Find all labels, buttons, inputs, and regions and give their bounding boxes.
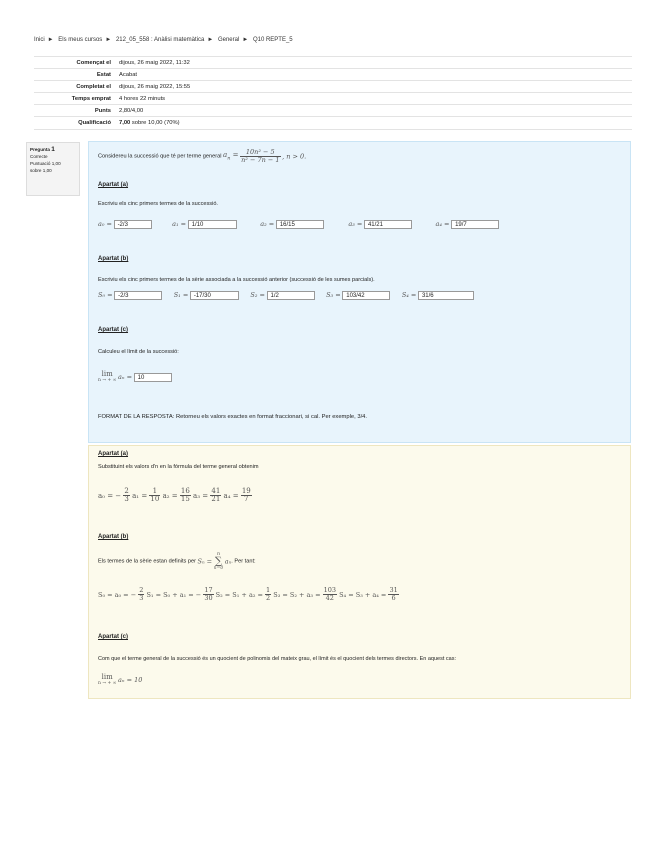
breadcrumb-sep-icon: ► [207, 37, 214, 43]
summary-value [115, 117, 632, 129]
grade-rest: sobre 10,00 (70%) [130, 120, 180, 127]
summary-label: Començat el [34, 57, 115, 69]
summary-label: Temps emprat [34, 93, 115, 105]
general-feedback [88, 445, 631, 699]
label-s4: S₄ = [401, 291, 417, 299]
eq-s3: S₃ = S₂ + a₃ = $\frac{103}{42}$ [273, 586, 337, 602]
formula-condition: , n > 0. [282, 152, 307, 161]
part-b-text: Escriviu els cinc primers termes de la sèrie associada a la successió anterior (successió de les sumes parcials). [98, 277, 375, 283]
feedback-b-title: Apartat (b) [98, 534, 129, 540]
label-s1: S₁ = [173, 291, 189, 299]
summary-row-state [34, 69, 632, 81]
input-a2[interactable]: 16/15 [276, 220, 324, 229]
limit-expression: aₙ = [118, 373, 133, 381]
sum-lhs: Sₙ = [197, 557, 213, 566]
breadcrumb-sep-icon: ► [47, 37, 54, 43]
eq-s4: S₄ = S₃ + a₄ = $\frac{31}{6}$ [339, 586, 398, 602]
breadcrumb-sep-icon: ► [105, 37, 112, 43]
sum-term: aₙ [224, 557, 232, 566]
part-c-text: Calculeu el límit de la successió: [98, 349, 179, 355]
input-limit[interactable]: 10 [134, 373, 172, 382]
part-a-title: Apartat (a) [98, 182, 129, 188]
breadcrumb-my-courses[interactable]: Els meus cursos [58, 37, 103, 43]
eq-a3: a₃ = $\frac{41}{21}$ [193, 487, 221, 503]
feedback-limit-symbol: lim n → + ∞ [98, 673, 117, 686]
limit-symbol: lim n → + ∞ [98, 370, 117, 383]
sum-symbol: n ∑ n=0 [213, 551, 224, 571]
question-info [26, 142, 80, 196]
summary-row-completed [34, 81, 632, 93]
breadcrumb-section[interactable]: General [217, 37, 240, 43]
format-note: FORMAT DE LA RESPOSTA: Retorneu els valors exactes en format fraccionari, si cal. Per exemple, 3/4. [98, 414, 368, 420]
eq-a1: a₁ = $\frac{1}{10}$ [132, 487, 160, 503]
question-number: 1 [51, 146, 55, 153]
input-a1[interactable]: 1/10 [188, 220, 237, 229]
summary-row-marks [34, 105, 632, 117]
question-state: Correcte [30, 154, 48, 159]
label-s3: S₃ = [326, 291, 341, 299]
part-b-row [98, 291, 474, 300]
summary-row-time [34, 93, 632, 105]
part-c-title: Apartat (c) [98, 327, 129, 333]
attempt-summary-table [34, 56, 632, 130]
part-c-row [98, 371, 172, 383]
input-s1[interactable]: -17/30 [190, 291, 239, 300]
feedback-a-equation [98, 488, 252, 503]
summary-value: 4 hores 22 minuts [115, 93, 632, 105]
eq-s2: S₂ = S₁ + a₂ = $\frac{1}{2}$ [215, 586, 271, 602]
input-s3[interactable]: 103/42 [342, 291, 390, 300]
formula-denominator: n² − 7n − 1 [241, 156, 280, 164]
summary-row-started [34, 57, 632, 69]
feedback-b-equation [98, 587, 399, 602]
eq-a2: a₂ = $\frac{16}{15}$ [162, 487, 190, 503]
feedback-c-text: Com que el terme general de la successió és un quocient de polinomis del mateix grau, el límit és el quocient dels termes directors. En aquest cas: [98, 656, 456, 662]
question-content [88, 141, 631, 443]
formula-lhs: $a_n$ = [223, 151, 239, 162]
formula-numerator: 10n² − 5 [240, 149, 280, 157]
label-s0: S₀ = [98, 291, 113, 299]
label-a2: a₂ = [260, 220, 275, 228]
summary-label: Punts [34, 105, 115, 117]
feedback-b-text-pre: Els termes de la sèrie estan definits per [98, 558, 196, 565]
input-s0[interactable]: -2/3 [114, 291, 162, 300]
breadcrumb-course[interactable]: 212_05_558 : Anàlisi matemàtica [115, 37, 205, 43]
question-mark-1: Puntuació 1,00 [30, 161, 61, 166]
breadcrumb [34, 37, 296, 43]
eq-a0: a₀ = − $\frac{2}{3}$ [98, 487, 129, 503]
label-a0: a₀ = [98, 220, 112, 228]
question-label: Pregunta [30, 147, 50, 152]
input-s4[interactable]: 31/6 [418, 291, 474, 300]
feedback-limit-expression: aₙ = 10 [118, 676, 143, 684]
summary-label: Completat el [34, 81, 115, 93]
breadcrumb-home[interactable]: Inici [34, 37, 45, 43]
part-b-title: Apartat (b) [98, 256, 129, 262]
question-intro-line [98, 149, 306, 164]
summary-value: dijous, 26 maig 2022, 15:55 [115, 81, 632, 93]
input-s2[interactable]: 1/2 [267, 291, 315, 300]
summary-label: Estat [34, 69, 115, 81]
label-a3: a₃ = [348, 220, 363, 228]
breadcrumb-quiz[interactable]: Q10 REPTE_5 [252, 37, 293, 43]
label-a4: a₄ = [435, 220, 450, 228]
feedback-c-title: Apartat (c) [98, 634, 129, 640]
summary-label: Qualificació [34, 117, 115, 129]
summary-value: 2,80/4,00 [115, 105, 632, 117]
summary-row-grade [34, 117, 632, 129]
part-a-text: Escriviu els cinc primers termes de la successió. [98, 201, 218, 207]
label-a1: a₁ = [172, 220, 187, 228]
label-s2: S₂ = [250, 291, 265, 299]
input-a3[interactable]: 41/21 [364, 220, 412, 229]
eq-s0: S₀ = a₀ = − $\frac{2}{3}$ [98, 586, 144, 602]
part-a-row [98, 220, 499, 229]
question-intro: Considereu la successió que té per terme general [98, 153, 222, 160]
summary-value: Acabat [115, 69, 632, 81]
eq-s1: S₁ = S₀ + a₁ = − $\frac{17}{30}$ [146, 586, 213, 602]
eq-a4: a₄ = $\frac{19}{7}$ [223, 487, 251, 503]
input-a4[interactable]: 19/7 [451, 220, 499, 229]
input-a0[interactable]: -2/3 [114, 220, 152, 229]
feedback-a-text: Substituint els valors d'n en la fórmula del terme general obtenim [98, 464, 259, 470]
feedback-a-title: Apartat (a) [98, 451, 129, 457]
breadcrumb-sep-icon: ► [242, 37, 249, 43]
feedback-b-text-post: . Per tant: [231, 558, 256, 565]
feedback-b-line [98, 551, 256, 572]
question-mark-2: sobre 1,00 [30, 168, 52, 173]
feedback-c-limit [98, 674, 142, 686]
grade-value: 7,00 [119, 120, 131, 127]
formula-fraction [240, 149, 280, 164]
summary-value: dijous, 26 maig 2022, 11:32 [115, 57, 632, 69]
